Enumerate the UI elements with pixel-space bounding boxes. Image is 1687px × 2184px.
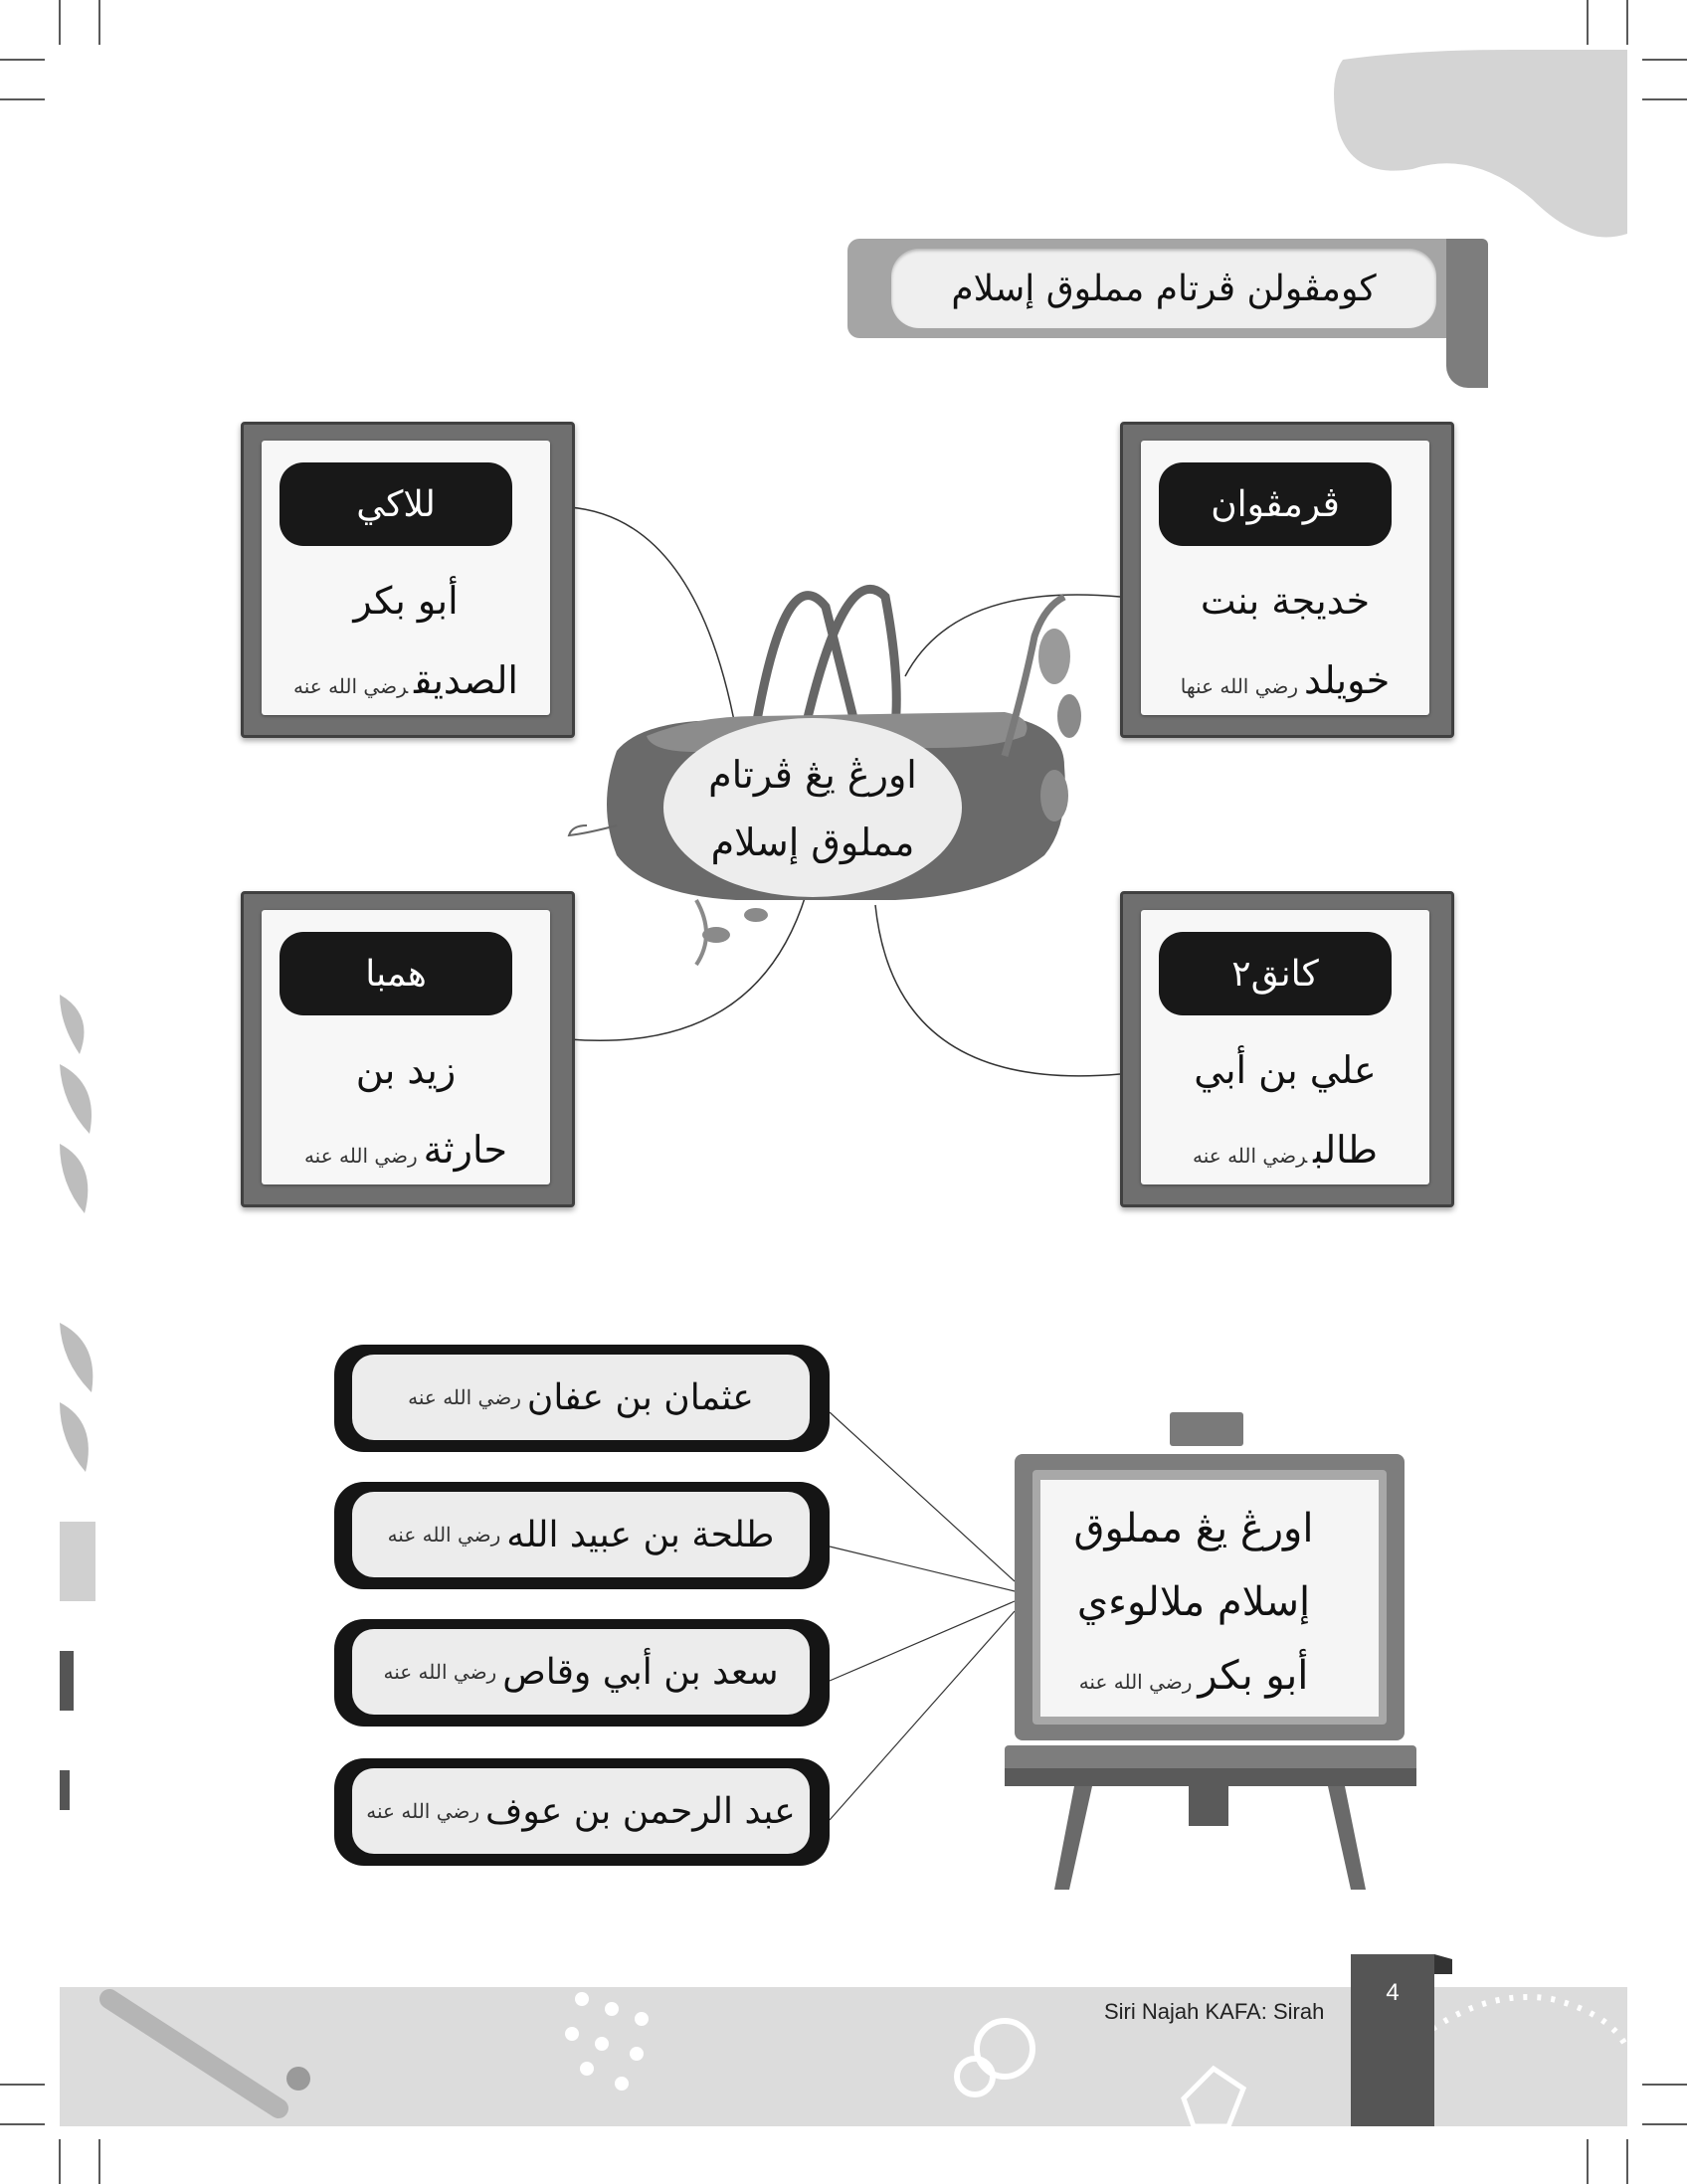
- honorific: رضي الله عنه: [408, 1385, 521, 1409]
- board-name-line1: خديجة بنت: [1200, 579, 1371, 623]
- board-name-line2: حارثةرضي الله عنه: [303, 1128, 508, 1172]
- board-slave: [241, 891, 575, 1207]
- board-name-line1: زيد بن: [355, 1048, 457, 1092]
- footer-series-title: Siri Najah KAFA: Sirah: [1104, 1999, 1325, 2024]
- honorific: رضي الله عنه: [366, 1799, 480, 1823]
- center-label-line1: اورڠ يڠ ڤرتام: [708, 752, 917, 797]
- board-tag: كانق٢: [1159, 932, 1392, 1015]
- easel-line1: اورڠ يڠ مملوق: [1073, 1506, 1314, 1551]
- companion-pill: [334, 1758, 830, 1866]
- companion-pill: [334, 1482, 830, 1589]
- board-male: [241, 422, 575, 738]
- page-title: كومڤولن ڤرتام مملوق إسلام: [891, 249, 1436, 328]
- honorific: رضي الله عنها: [1180, 674, 1299, 698]
- companion-name: عبد الرحمن بن عوف: [485, 1790, 796, 1832]
- board-tag: ڤرمڤوان: [1159, 462, 1392, 546]
- top-right-blob: [1334, 50, 1627, 237]
- board-tag: همبا: [280, 932, 512, 1015]
- center-label-line2: مملوق إسلام: [710, 820, 915, 864]
- center-label: [668, 734, 957, 883]
- honorific: رضي الله عنه: [1078, 1670, 1193, 1694]
- honorific: رضي الله عنه: [383, 1660, 497, 1684]
- honorific: رضي الله عنه: [303, 1144, 418, 1168]
- board-name-line2: طالبرضي الله عنه: [1193, 1128, 1378, 1172]
- board-female: [1120, 422, 1454, 738]
- board-name-line1: أبو بكر: [353, 579, 459, 623]
- board-name-line1: علي بن أبي: [1194, 1048, 1377, 1092]
- board-name-line2: الصديقرضي الله عنه: [293, 658, 518, 702]
- board-name-line2: خويلدرضي الله عنها: [1180, 658, 1391, 702]
- honorific: رضي الله عنه: [293, 674, 409, 698]
- companion-pill: [334, 1619, 830, 1727]
- companion-name: عثمان بن عفان: [526, 1376, 754, 1418]
- board-child: [1120, 891, 1454, 1207]
- page-number: 4: [1386, 1979, 1400, 2006]
- honorific: رضي الله عنه: [1193, 1144, 1308, 1168]
- honorific: رضي الله عنه: [387, 1523, 501, 1547]
- easel-board-text: [1034, 1492, 1353, 1713]
- easel-line2: إسلام ملالوءي: [1076, 1579, 1311, 1625]
- header-banner-fold: [1446, 239, 1488, 388]
- companion-name: طلحة بن عبيد الله: [506, 1514, 775, 1555]
- easel-line3: أبو بكررضي الله عنه: [1078, 1653, 1309, 1699]
- companion-name: سعد بن أبي وقاص: [502, 1651, 779, 1693]
- left-leaf-decoration: [60, 995, 95, 1810]
- board-tag: للاكي: [280, 462, 512, 546]
- easel-connectors: [830, 1412, 1015, 1820]
- companion-pill: [334, 1345, 830, 1452]
